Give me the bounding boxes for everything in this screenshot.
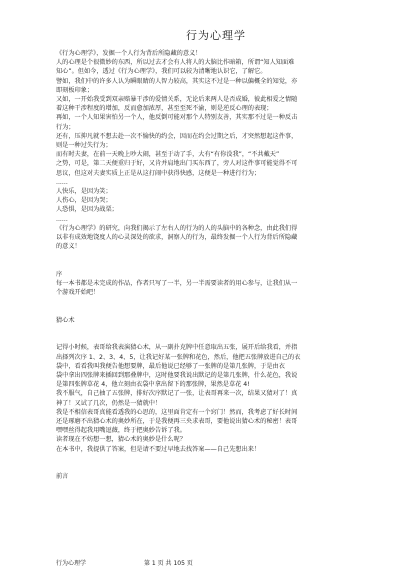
section-line: 我不服气，自己抽了五张牌，排好次序默记了一张，让表哥再来一次，结果又猜对了！真 (56, 390, 298, 398)
section-line: 在本书中，我提供了答案，但是请不要过早地去找答案——自己先想出来！ (56, 445, 261, 453)
section-line: 是第四张牌草花 4，他立刻由衣袋中拿出留下的那张牌，果然是草花 4! (56, 381, 250, 389)
intro-line: 的意义！ (56, 243, 81, 251)
section-line: 神了！又试了几次，仍然是一猜就中！ (56, 399, 162, 407)
section-line: 记得小时候，表哥给我表演猜心术，从一副扑克牌中任意取出五张，展开后给我看，并指 (56, 344, 298, 352)
intro-line: 行为； (56, 123, 75, 131)
intro-line: 之势，可是，第二天便重归于好，又肯并肩地出门买东西了，旁人对这件事可能觉得不可 (56, 160, 298, 168)
intro-block (56, 49, 376, 251)
intro-line: 思议，但这对夫妻实质上正是从这打闹中获得快感，这便是一种进行行为； (56, 169, 261, 177)
preface-heading: 序 (56, 270, 63, 278)
intro-line: 则是一种过失行为； (56, 142, 112, 150)
section-body (56, 343, 376, 453)
intro-line: 而有时夫妻，在前一天晚上吵大闹，甚至于动了手，大有“有你没我”，“不共戴天” (56, 151, 280, 159)
section-line: 袋中拿出四张牌来插回到那叠牌中，这时他要我说出默记的是第几张牌，什么花色，我说 (56, 372, 298, 380)
intro-line: ...... (56, 178, 68, 186)
spacer (56, 307, 376, 316)
preface-line: 每一本书都是未完成的作品，作者只写了一半，另一半需要读者的用心参与，让我们从一 (56, 280, 298, 288)
section-line: 读者现在不妨想一想，猜心术的奥妙是什么呢？ (56, 436, 186, 444)
section-line: 还是琢磨不出猜心术的奥妙所在，于是我便再三央求表哥，要他说出猜心术的秘密！表哥 (56, 418, 298, 426)
spacer (56, 325, 376, 334)
intro-line: 人快乐，是因为笑； (56, 188, 112, 196)
section-line: 袋中，看看我叫我便告他想要牌，最后他说已经够了一张牌的是第几张牌，于是由衣 (56, 362, 285, 370)
intro-line: 还有，压抑凡就不想去赴一次不愉快的约会，因而在约会过期之后，才突然想起这件事， (56, 132, 298, 140)
footer-page-number: 第 1 页 共 105 页 (144, 560, 193, 567)
intro-line: 人伤心，是因为哭； (56, 197, 112, 205)
intro-line: 譬如，我们中的许多人认为瞬眼睛的人智力较高，其实这不过是一种以偏概全的知觉，亦 (56, 77, 298, 85)
intro-line: 再如，一个人知果害怕另一个人，他反倒可能对那个人特别友善，其实那不过是一种反击 (56, 114, 298, 122)
spacer (56, 251, 376, 260)
intro-line: 人恐惧，是因为战栗； (56, 206, 118, 214)
intro-line: ...... (56, 215, 68, 223)
section-line: 嘿嘿丝得起我用嘴逗薇，终于把奥妙告诉了我。 (56, 427, 186, 435)
intro-line: 《行为心理学》的研究，向我们揭示了左右人的行为的人的头脑中的各种念，由此我们得 (56, 224, 298, 232)
intro-line: 以非有成效地饶度人的心灵深处的欲求，洞察人的行为，最终发掘一个人行为背后所隐藏 (56, 234, 298, 242)
document-title: 行为心理学 (186, 29, 246, 42)
section-line: 出择列次序 1、2、3、4、5，让我记好某一张牌和花色，然后，他把五张牌放进自己的衣 (56, 353, 301, 361)
preface-line: 个游戏开始吧！ (56, 289, 100, 297)
intro-line: 着这种干涉程度的增加，反而愈加浓厚，甚至至死不渝，则是逆反心理的表现； (56, 105, 273, 113)
intro-line: 人的心理是个很微妙的东西，所以过去才会有人将人的大脑比作暗箱，所谓“知人知面难 (56, 59, 295, 67)
spacer (56, 261, 376, 270)
spacer (56, 463, 376, 472)
spacer (56, 334, 376, 343)
footer-book-title: 行为心理学 (56, 560, 87, 567)
intro-line: 《行为心理学》，发掘一个人行为背后所隐藏的意义！ (56, 50, 202, 57)
section-line: 我是不相信表哥真能看透我的心思的，这里面肯定有一个窍门！然而，我考虑了好长时间 (56, 408, 298, 416)
spacer (56, 297, 376, 306)
intro-line: 又如，一开始我受到双亲赔暴干涉的爱情关系，无论后来两人是否成婚，彼此相爱之情随 (56, 96, 298, 104)
next-section-heading: 前言 (56, 473, 69, 481)
intro-line: 知心”。但如今，透过《行为心理学》，我们可以较为清晰地认识它，了解它。 (56, 68, 267, 76)
page-footer (56, 560, 386, 568)
intro-line: 即刻板印象； (56, 86, 94, 94)
section-heading: 猜心术 (56, 316, 75, 324)
spacer (56, 454, 376, 463)
